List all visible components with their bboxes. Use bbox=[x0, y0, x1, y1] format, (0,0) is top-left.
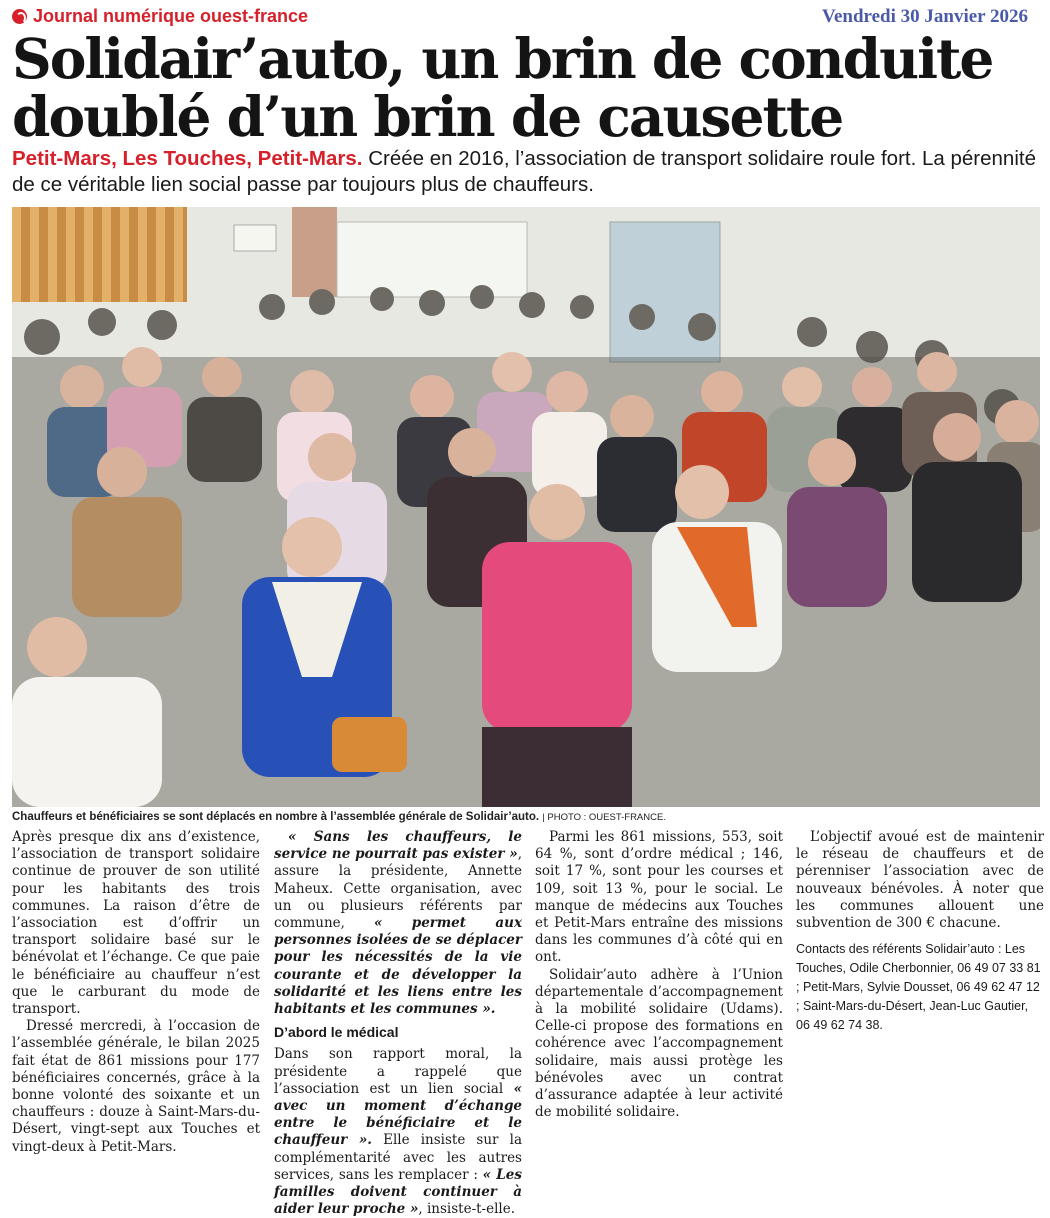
quote-echange: « avec un moment d’échange entre le bénéficiaire et le chauffeur ». bbox=[274, 1080, 522, 1149]
paragraph-udams: Solidair’auto adhère à l’Union départementale d’accompagnement à la mobilité solidaire (Udams). Celle-ci propose des formations en cohérence avec l’accompagnement solidaire, mais aussi protège les bénévoles avec un contrat d’assurance adaptée à leur activité de mobilité solidaire. bbox=[535, 966, 783, 1121]
article-body bbox=[12, 829, 1044, 1218]
body-column-4 bbox=[796, 829, 1044, 1035]
masthead-bar bbox=[10, 6, 1028, 28]
paragraph-rapport-text: Dans son rapport moral, la présidente a rappelé que l’association est un lien social bbox=[274, 1046, 522, 1097]
paragraph-missions: Parmi les 861 missions, 553, soit 64 %, sont d’ordre médical ; 146, soit 17 %, sont pour les courses et 109, soit 13 %, pour le social. Le manque de médecins aux Touches et Petit-Mars entraîne des missions dans les communes d’à côté qui en ont. bbox=[535, 829, 783, 966]
body-column-3 bbox=[535, 829, 783, 1121]
article-title: Solidair’auto, un brin de conduite doublé d’un brin de causette bbox=[12, 26, 993, 149]
quote-familles: « Les familles doivent continuer à aider leur proche » bbox=[274, 1166, 522, 1218]
issue-date: Vendredi 30 Janvier 2026 bbox=[821, 6, 1028, 27]
quote-mission: « permet aux personnes isolées de se déplacer pour les nécessités de la vie courante et de développer la solidarité et les liens entre les habitants et les communes ». bbox=[274, 915, 522, 1018]
photo-credit: | PHOTO : OUEST-FRANCE. bbox=[542, 812, 666, 823]
paragraph-intro: Après presque dix ans d’existence, l’association de transport solidaire continue de prouver de son utilité pour les habitants des trois communes. La raison d’être de l’association est d’offrir un transport solidaire basé sur le bénévolat et l’échange. Ce que paie le bénéficiaire au chauffeur n’est que le carburant du mode de transport. bbox=[12, 829, 260, 1018]
audience-photo-illustration bbox=[12, 207, 1040, 807]
quote-chauffeurs: « Sans les chauffeurs, le service ne pourrait pas exister » bbox=[274, 829, 522, 863]
body-column-1 bbox=[12, 829, 260, 1156]
brand-name: Journal numérique ouest-france bbox=[33, 6, 309, 26]
caption-text: Chauffeurs et bénéficiaires se sont déplacés en nombre à l’assemblée générale de Solidair’auto. bbox=[12, 811, 540, 823]
article-lead bbox=[12, 146, 1042, 198]
body-column-2 bbox=[274, 829, 522, 1218]
paragraph-rapport bbox=[274, 1046, 522, 1218]
brand-logo[interactable] bbox=[12, 6, 308, 27]
lead-location: Petit-Mars, Les Touches, Petit-Mars. bbox=[12, 147, 363, 170]
paragraph-bilan: Dressé mercredi, à l’occasion de l’assemblée générale, le bilan 2025 fait état de 861 missions pour 177 bénéficiaires concernés, grâce à la bonne volonté des soixante et un chauffeurs : douze à Saint-Mars-du-Désert, vingt-sept aux Touches et vingt-deux à Petit-Mars. bbox=[12, 1018, 260, 1155]
contacts-box: Contacts des référents Solidair’auto : Les Touches, Odile Cherbonnier, 06 49 07 33 81 ; Petit-Mars, Sylvie Dousset, 06 49 62 47 12 ; Saint-Mars-du-Désert, Jean-Luc Gautier, 06 49 62 74 38. bbox=[796, 942, 1041, 1033]
section-subhead: D’abord le médical bbox=[274, 1024, 399, 1041]
article-photo bbox=[12, 207, 1040, 807]
paragraph-rapport-rest: Elle insiste sur la complémentarité avec les autres services, sans les remplacer : bbox=[274, 1132, 523, 1183]
paragraph-president-text: , assure la présidente, Annette Maheux. Cette organisation, avec un ou plusieurs référents par commune, bbox=[274, 846, 522, 932]
paragraph-rapport-end: , insiste-t-elle. bbox=[418, 1201, 516, 1218]
paragraph-president bbox=[274, 829, 522, 1018]
ouest-france-logo-icon bbox=[12, 9, 27, 24]
lead-text: Créée en 2016, l’association de transport solidaire roule fort. La pérennité de ce véritable lien social passe par toujours plus de chauffeurs. bbox=[12, 147, 1036, 196]
photo-caption bbox=[12, 811, 1042, 823]
paragraph-objectif: L’objectif avoué est de maintenir le réseau de chauffeurs et de pérenniser l’association avec de nouveaux bénévoles. À noter que les communes allouent une subvention de 300 € chacune. bbox=[796, 829, 1044, 932]
